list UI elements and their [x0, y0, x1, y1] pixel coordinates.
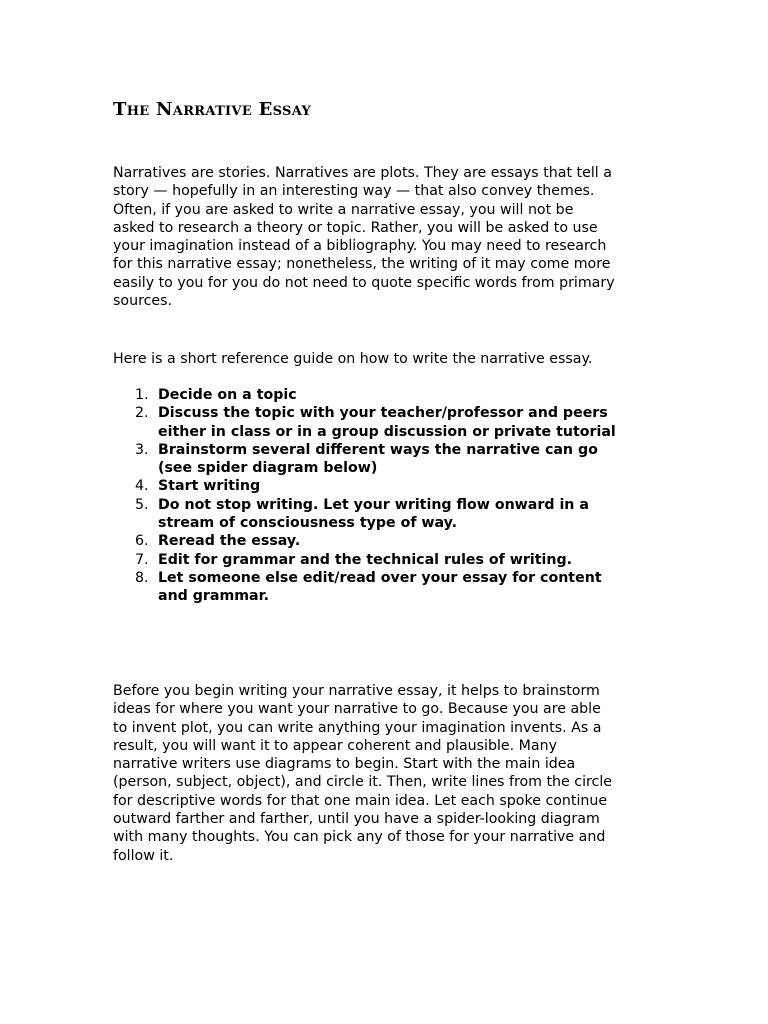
- step-line: either in class or in a group discussion or private tutorial: [158, 423, 616, 440]
- paragraph-line: sources.: [113, 293, 173, 310]
- step-text: [158, 532, 673, 550]
- intro-paragraph: [113, 164, 658, 310]
- step-line: Decide on a topic: [158, 387, 297, 403]
- paragraph-line: Before you begin writing your narrative essay, it helps to brainstorm: [113, 683, 600, 699]
- step-line: and grammar.: [158, 588, 269, 605]
- step-line: Reread the essay.: [158, 533, 301, 550]
- step-item: [113, 496, 673, 533]
- step-number: 6.: [135, 533, 149, 550]
- step-item: [113, 569, 673, 606]
- paragraph-line: Narratives are stories. Narratives are plots. They are essays that tell a: [113, 165, 612, 181]
- steps-list: [113, 386, 673, 606]
- paragraph-line: your imagination instead of a bibliography. You may need to research: [113, 238, 607, 255]
- step-item: [113, 386, 673, 404]
- step-text: [158, 551, 673, 569]
- paragraph-line: ideas for where you want your narrative to go. Because you are able: [113, 701, 601, 718]
- paragraph-line: for this narrative essay; nonetheless, the writing of it may come more: [113, 256, 611, 273]
- step-item: [113, 404, 673, 441]
- step-line: Let someone else edit/read over your essay for content: [158, 569, 602, 586]
- step-line: Discuss the topic with your teacher/professor and peers: [158, 405, 608, 422]
- paragraph-line: easily to you for you do not need to quote specific words from primary: [113, 274, 615, 291]
- step-text: [158, 477, 673, 495]
- step-line: Start writing: [158, 478, 261, 495]
- step-text: [158, 404, 673, 441]
- paragraph-line: with many thoughts. You can pick any of those for your narrative and: [113, 829, 606, 846]
- paragraph-line: asked to research a theory or topic. Rather, you will be asked to use: [113, 219, 598, 236]
- step-text: [158, 569, 673, 606]
- step-number: 7.: [135, 551, 149, 568]
- step-item: [113, 441, 673, 478]
- guide-intro-paragraph: [113, 350, 658, 368]
- paragraph-line: Here is a short reference guide on how to write the narrative essay.: [113, 351, 593, 367]
- paragraph-line: outward farther and farther, until you have a spider-looking diagram: [113, 811, 600, 828]
- paragraph-line: for descriptive words for that one main idea. Let each spoke continue: [113, 792, 608, 809]
- step-item: [113, 551, 673, 569]
- paragraph-line: result, you will want it to appear coherent and plausible. Many: [113, 737, 557, 754]
- step-number: 3.: [135, 441, 149, 458]
- closing-paragraph: [113, 682, 658, 865]
- step-text: [158, 496, 673, 533]
- step-number: 1.: [135, 387, 149, 403]
- step-number: 5.: [135, 496, 149, 513]
- paragraph-line: (person, subject, object), and circle it. Then, write lines from the circle: [113, 774, 613, 791]
- step-text: [158, 386, 673, 404]
- paragraph-line: story — hopefully in an interesting way — that also convey themes.: [113, 183, 595, 200]
- step-number: 4.: [135, 478, 149, 495]
- paragraph-line: Often, if you are asked to write a narrative essay, you will not be: [113, 201, 574, 218]
- step-number: 2.: [135, 405, 149, 422]
- step-item: [113, 532, 673, 550]
- paragraph-line: to invent plot, you can write anything your imagination invents. As a: [113, 719, 602, 736]
- step-text: [158, 441, 673, 478]
- step-line: stream of consciousness type of way.: [158, 515, 458, 532]
- document-title: The Narrative Essay: [113, 99, 312, 120]
- step-number: 8.: [135, 569, 149, 586]
- paragraph-line: narrative writers use diagrams to begin. Start with the main idea: [113, 756, 576, 773]
- paragraph-line: follow it.: [113, 847, 174, 864]
- step-line: Do not stop writing. Let your writing flow onward in a: [158, 496, 589, 513]
- step-item: [113, 477, 673, 495]
- step-line: (see spider diagram below): [158, 460, 378, 477]
- step-line: Brainstorm several different ways the narrative can go: [158, 441, 598, 458]
- step-line: Edit for grammar and the technical rules of writing.: [158, 551, 573, 568]
